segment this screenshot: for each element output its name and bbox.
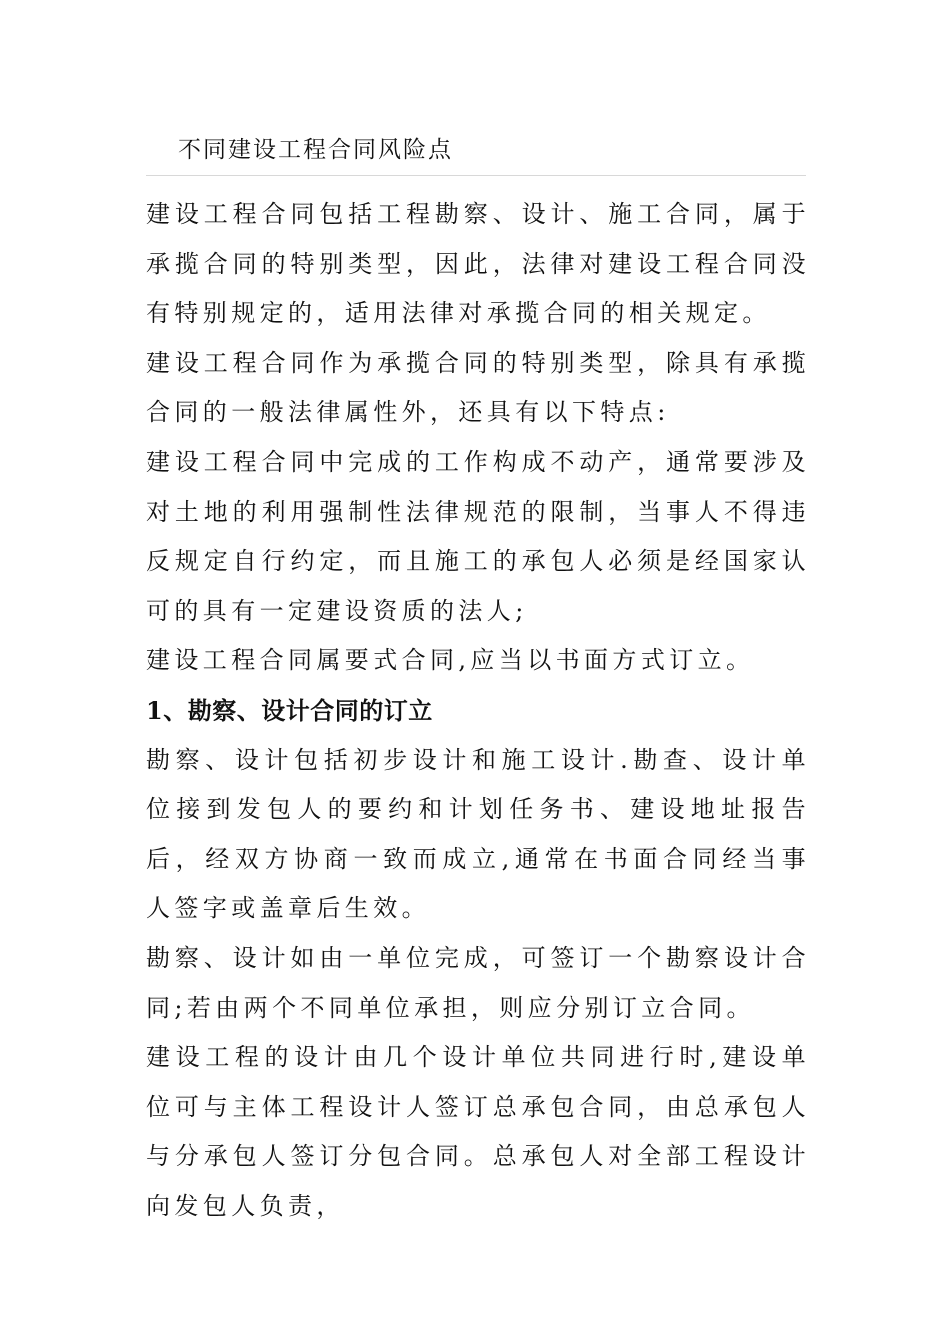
paragraph-survey-design-contracts: 勘察、设计如由一单位完成，可签订一个勘察设计合同;若由两个不同单位承担，则应分别订立合同。 — [146, 943, 810, 1022]
section-heading-survey-design: 1、勘察、设计合同的订立 — [146, 695, 433, 725]
header-divider — [146, 175, 806, 176]
paragraph-intro: 建设工程合同包括工程勘察、设计、施工合同，属于承揽合同的特别类型，因此，法律对建设工程合同没有特别规定的，适用法律对承揽合同的相关规定。 — [146, 200, 810, 328]
paragraph-survey-design-formation: 勘察、设计包括初步设计和施工设计.勘查、设计单位接到发包人的要约和计划任务书、建设地址报告后，经双方协商一致而成立,通常在书面合同经当事人签字或盖章后生效。 — [146, 745, 810, 923]
paragraph-general-contracting: 建设工程的设计由几个设计单位共同进行时,建设单位可与主体工程设计人签订总承包合同，由总承包人与分承包人签订分包合同。总承包人对全部工程设计向发包人负责， — [146, 1043, 810, 1220]
paragraph-feature-written-form: 建设工程合同属要式合同,应当以书面方式订立。 — [146, 646, 755, 675]
page-header-title: 不同建设工程合同风险点 — [178, 137, 453, 163]
paragraph-features-lead: 建设工程合同作为承揽合同的特别类型，除具有承揽合同的一般法律属性外，还具有以下特点: — [146, 348, 810, 427]
paragraph-feature-real-estate: 建设工程合同中完成的工作构成不动产，通常要涉及对土地的利用强制性法律规范的限制，当事人不得违反规定自行约定，而且施工的承包人必须是经国家认可的具有一定建设资质的法人; — [146, 447, 810, 625]
document-body — [146, 190, 810, 1231]
